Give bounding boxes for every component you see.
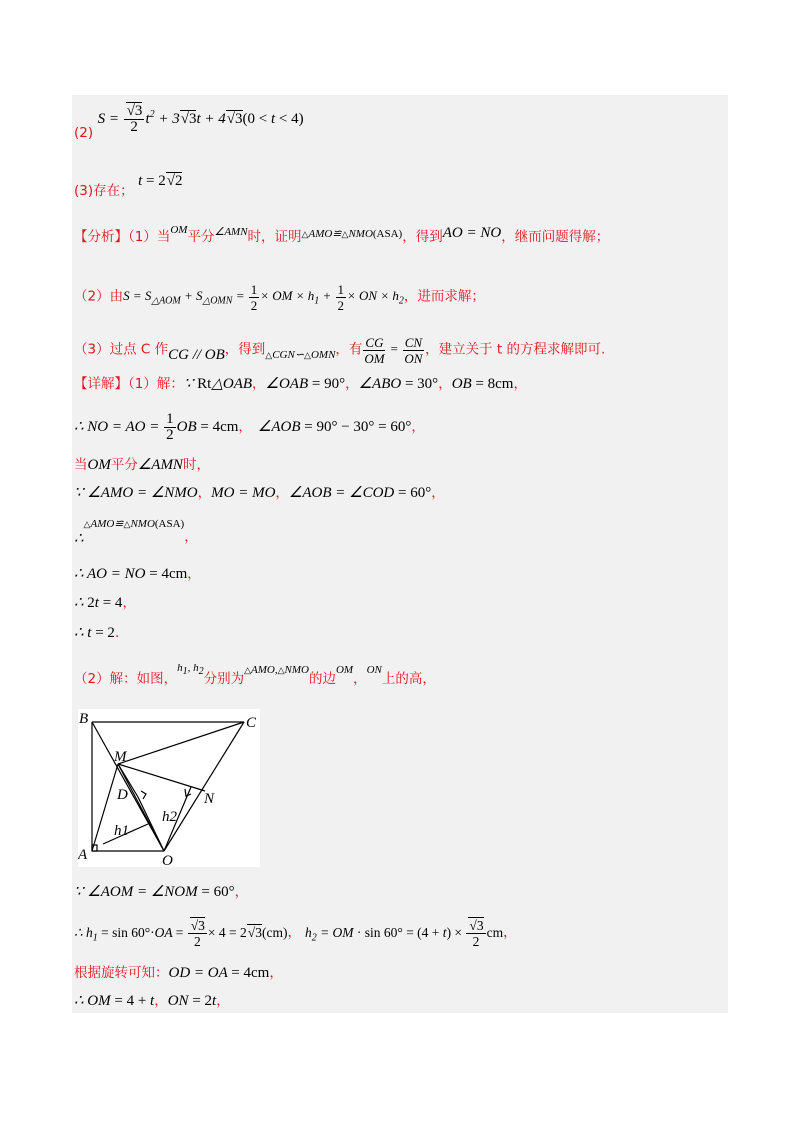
detail-line-5: ∴△AMO≌△NMO(ASA)， (74, 518, 198, 547)
analysis-line-1: 【分析】（1）当$^{OM}$平分$^{\angle AMN}$时，证明$^{\triangle AMO≌\triangle NMO(ASA)}$，得到AO = NO，继而问题得解； (74, 224, 610, 245)
label-h2: h2 (162, 809, 177, 825)
label-n: N (204, 791, 215, 807)
answer-2: (2) S = $\frac{√3}{2}$ $t^2 + 3√3t + 4√3(0 < t < 4)$ (74, 103, 304, 141)
detail-line-12: 根据旋转可知：OD = OA = 4cm， (74, 965, 283, 981)
detail-line-4: ∵ ∠AMO = ∠NMO，MO = MO，∠AOB = ∠COD = 60°， (74, 485, 445, 501)
detail-line-6: ∴ AO = NO = 4cm， (74, 566, 201, 582)
analysis-line-2: （2）由$S = S_{\triangle AOM} + S_{\triangle OMN}$ = $\frac{1}{2}$ × OM × $h_1$ + $\frac{1}{2}$ × ON × $h_2$，进而求解； (74, 282, 485, 313)
label-o: O (162, 853, 173, 867)
label-b: B (79, 711, 89, 727)
label-d: D (117, 787, 128, 803)
detail-line-9: （2）解：如图，$^{h_1, h_2}$分别为△AMO,△NMO的边OM，ON上的高， (74, 662, 436, 687)
detail-line-1: 【详解】（1）解：∵ Rt△OAB，∠OAB = 90°，∠ABO = 30°，OB = 8cm， (74, 376, 527, 392)
label-h1: h1 (114, 823, 129, 839)
geometry-diagram (78, 709, 260, 867)
detail-line-7: ∴ 2t = 4， (74, 595, 136, 611)
analysis-line-3: （3）过点 C 作CG // OB，得到$_{\triangle CGN∽\triangle OMN}$，有 $\frac{CG}{OM}$ = $\frac{CN}{ON}$ ，建立关于 t 的方程求解即可. (74, 335, 606, 366)
detail-line-3: 当OM平分∠AMN时， (74, 457, 210, 473)
label-a: A (78, 847, 88, 863)
detail-line-11: ∴ $h_1 = \sin 60^\circ\cdot OA$ = $\frac{√3}{2}$ × 4 = 2√3(cm)， $h_2$ = OM · sin 60° = (4 + t) × $\frac{√3}{2}$ cm， (74, 918, 517, 949)
detail-line-2: ∴ NO = AO = $\frac{1}{2}$ OB = 4cm， ∠AOB = 90° − 30° = 60°， (74, 411, 425, 443)
label-c: C (246, 715, 257, 731)
label-m: M (114, 749, 127, 765)
answer-3-formula: t = 2√2 (138, 173, 183, 189)
detail-line-10: ∵ ∠AOM = ∠NOM = 60°， (74, 884, 249, 900)
answer-3: (3)存在； t = 2√2 (74, 173, 183, 199)
geometry-figure (78, 709, 260, 867)
detail-line-13: ∴ OM = 4 + t，ON = 2t， (74, 993, 230, 1009)
detail-line-8: ∴ t = 2. (74, 625, 120, 641)
answer-2-formula: S = $\frac{√3}{2}$ $t^2 + 3√3t + 4√3(0 < t < 4)$ (97, 103, 304, 135)
